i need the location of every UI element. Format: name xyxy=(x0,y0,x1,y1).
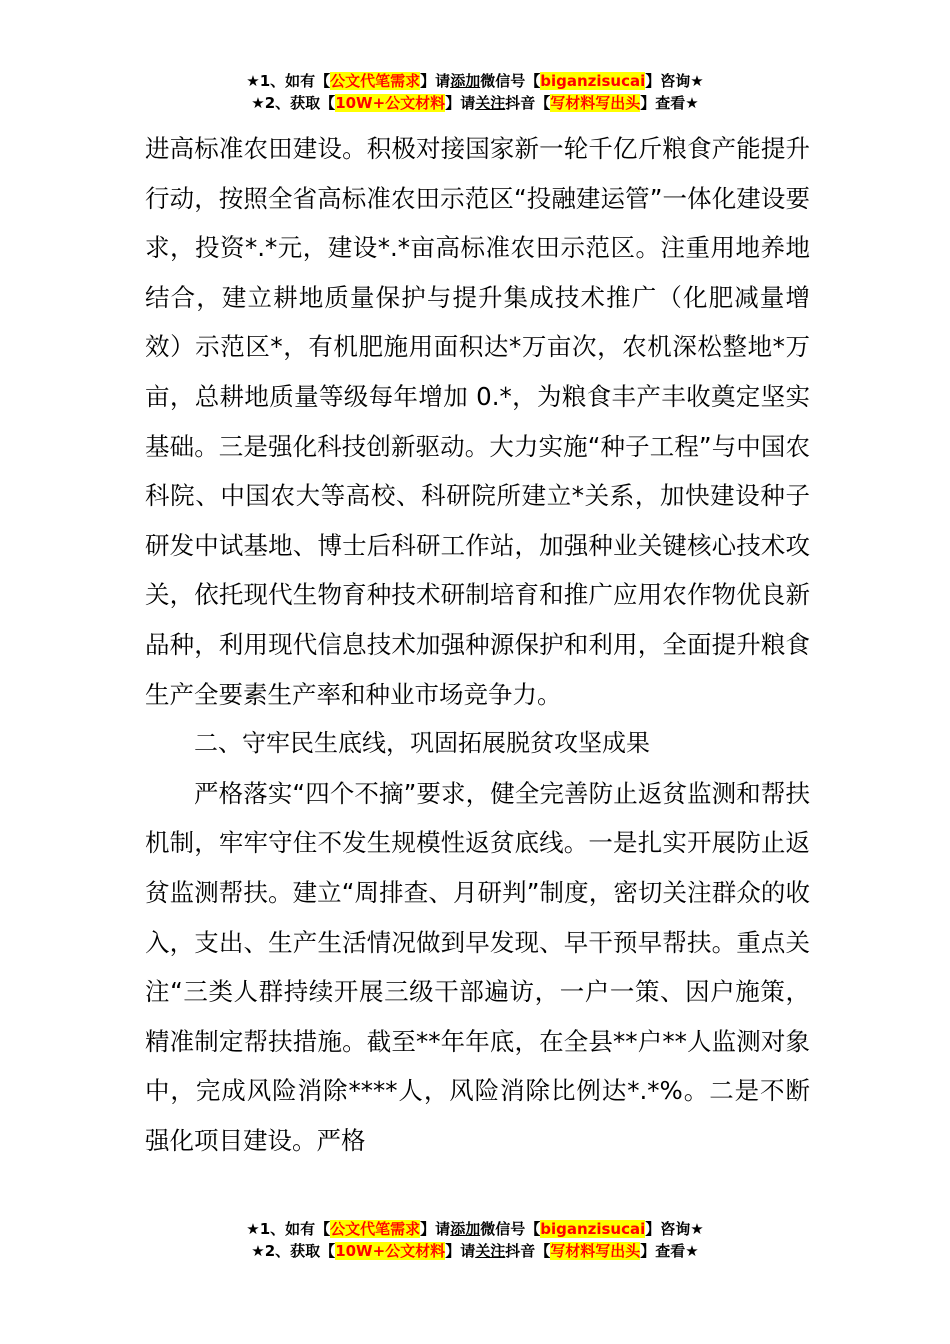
header-banner xyxy=(0,70,950,114)
banner-text: 】查看★ xyxy=(640,1242,699,1260)
banner-line-2 xyxy=(0,92,950,114)
body-paragraph: 严格落实“四个不摘”要求，健全完善防止返贫监测和帮扶机制，牢牢守住不发生规模性返贫底线。一是扎实开展防止返贫监测帮扶。建立“周排查、月研判”制度，密切关注群众的收入，支出、生产生活情况做到早发现、早干预早帮扶。重点关注“三类人群持续开展三级干部遍访，一户一策、因户施策，精准制定帮扶措施。截至**年年底，在全县**户**人监测对象中，完成风险消除****人，风险消除比例达*.*%。二是不断强化项目建设。严格 xyxy=(145,778,810,1155)
banner-text: 】咨询★ xyxy=(645,1220,704,1238)
banner-line-1 xyxy=(0,70,950,92)
banner-text: ★2、获取【 xyxy=(251,1242,336,1260)
banner-highlight: 公文代笔需求 xyxy=(330,1220,421,1238)
banner-text: 】查看★ xyxy=(640,94,699,112)
banner-highlight: 公文代笔需求 xyxy=(330,72,421,90)
banner-text: 微信号【 xyxy=(480,1220,541,1238)
banner-text: 微信号【 xyxy=(480,72,541,90)
banner-text: ★1、如有【 xyxy=(246,72,331,90)
banner-text: 抖音【 xyxy=(505,94,551,112)
banner-highlight: 10W+公文材料 xyxy=(335,1242,446,1260)
banner-wechat-id: biganzisucai xyxy=(540,1220,646,1238)
body-paragraph: 进高标准农田建设。积极对接国家新一轮千亿斤粮食产能提升行动，按照全省高标准农田示范区“投融建运管”一体化建设要求，投资*.*元，建设*.*亩高标准农田示范区。注重用地养地结合，建立耕地质量保护与提升集成技术推广（化肥减量增效）示范区*，有机肥施用面积达*万亩次，农机深松整地*万亩，总耕地质量等级每年增加 0.*，为粮食丰产丰收奠定坚实基础。三是强化科技创新驱动。大力实施“种子工程”与中国农科院、中国农大等高校、科研院所建立*关系，加快建设种子研发中试基地、博士后科研工作站，加强种业关键核心技术攻关，依托现代生物育种技术研制培育和推广应用农作物优良新品种，利用现代信息技术加强种源保护和利用，全面提升粮食生产全要素生产率和种业市场竞争力。 xyxy=(145,134,810,709)
banner-underlined: 关注 xyxy=(475,94,506,112)
banner-line-1 xyxy=(0,1218,950,1240)
banner-underlined: 添加 xyxy=(450,1220,481,1238)
banner-douyin-id: 写材料写出头 xyxy=(550,1242,641,1260)
banner-wechat-id: biganzisucai xyxy=(540,72,646,90)
banner-line-2 xyxy=(0,1240,950,1262)
document-body xyxy=(145,124,810,1165)
banner-underlined: 添加 xyxy=(450,72,481,90)
banner-text: ★1、如有【 xyxy=(246,1220,331,1238)
banner-text: 抖音【 xyxy=(505,1242,551,1260)
banner-text: ★2、获取【 xyxy=(251,94,336,112)
footer-banner xyxy=(0,1218,950,1262)
section-heading: 二、守牢民生底线，巩固拓展脱贫攻坚成果 xyxy=(194,729,650,758)
banner-text: 】请 xyxy=(420,1220,451,1238)
banner-douyin-id: 写材料写出头 xyxy=(550,94,641,112)
banner-text: 】请 xyxy=(420,72,451,90)
banner-text: 】请 xyxy=(445,94,476,112)
banner-text: 】咨询★ xyxy=(645,72,704,90)
banner-text: 】请 xyxy=(445,1242,476,1260)
banner-underlined: 关注 xyxy=(475,1242,506,1260)
banner-highlight: 10W+公文材料 xyxy=(335,94,446,112)
